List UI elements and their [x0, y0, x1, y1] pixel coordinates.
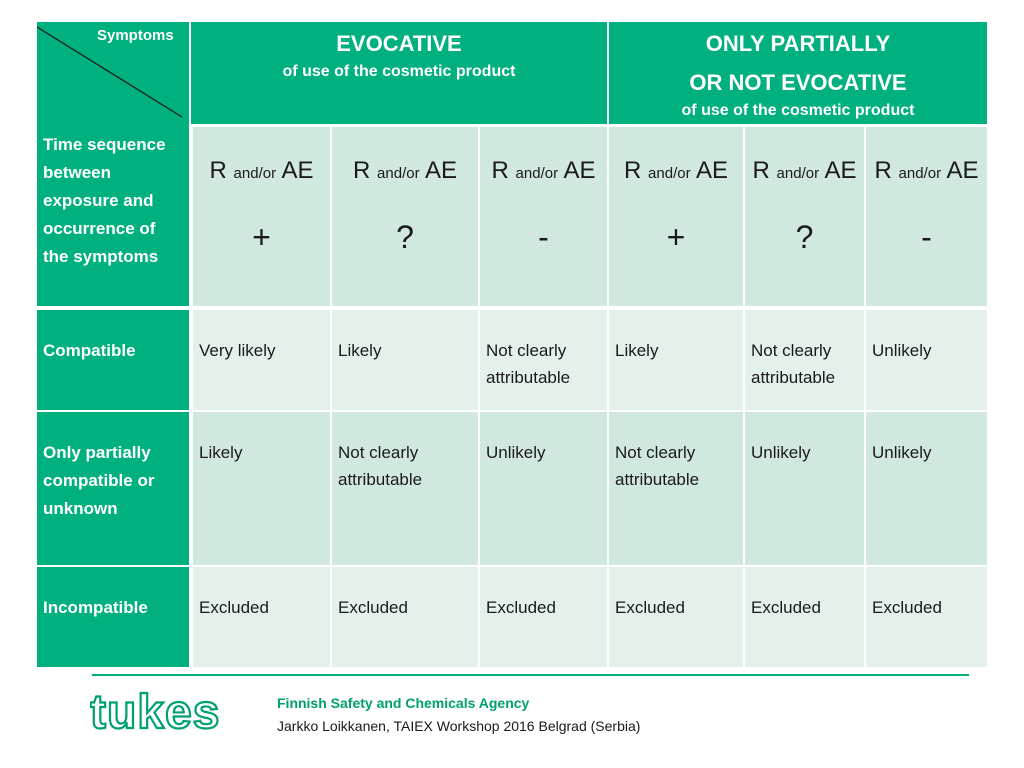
r-label: R	[752, 157, 770, 184]
table-cell: Excluded	[332, 567, 478, 667]
ae-label: AE	[695, 157, 728, 184]
evocative-subtitle: of use of the cosmetic product	[282, 63, 516, 80]
corner-header-bottom	[37, 125, 189, 306]
table-cell: Excluded	[866, 567, 987, 667]
not-evocative-title-line1: ONLY PARTIALLY	[705, 31, 891, 56]
group-header-evocative	[191, 22, 607, 124]
column-header	[332, 127, 478, 306]
row-label-text: Only partially compatible or unknown	[43, 443, 155, 518]
table-cell: Likely	[193, 412, 330, 565]
ae-label: AE	[424, 157, 457, 184]
row-label-compatible	[37, 310, 189, 410]
r-label: R	[353, 157, 371, 184]
not-evocative-subtitle: of use of the cosmetic product	[681, 102, 915, 119]
symptoms-label: Symptoms	[97, 27, 174, 44]
ae-label: AE	[946, 157, 979, 184]
table-cell: Not clearly attributable	[332, 412, 478, 565]
ae-label: AE	[281, 157, 314, 184]
time-sequence-label: Time sequence between exposure and occurrence of the symptoms	[43, 135, 166, 266]
andor-label: and/or	[648, 165, 691, 182]
column-sign: -	[538, 219, 549, 255]
table-cell: Very likely	[193, 310, 330, 410]
table-cell: Excluded	[745, 567, 864, 667]
table-cell: Unlikely	[866, 310, 987, 410]
column-header	[866, 127, 987, 306]
tukes-logo	[90, 686, 220, 738]
evocative-title: EVOCATIVE	[336, 31, 462, 56]
table-cell: Not clearly attributable	[745, 310, 864, 410]
andor-label: and/or	[377, 165, 420, 182]
r-label: R	[209, 157, 227, 184]
group-header-not-evocative	[609, 22, 987, 124]
column-sign: +	[252, 219, 271, 255]
corner-header-top	[37, 22, 189, 125]
table-cell: Likely	[609, 310, 743, 410]
r-label: R	[491, 157, 509, 184]
agency-name: Finnish Safety and Chemicals Agency	[277, 695, 530, 711]
andor-label: and/or	[233, 165, 277, 182]
column-sign: -	[921, 219, 932, 255]
column-header	[193, 127, 330, 306]
table-cell: Unlikely	[745, 412, 864, 565]
not-evocative-title-line2: OR NOT EVOCATIVE	[689, 70, 907, 95]
table-cell: Unlikely	[480, 412, 607, 565]
table-cell: Likely	[332, 310, 478, 410]
column-sign: ?	[795, 219, 814, 255]
row-label-text: Incompatible	[43, 598, 148, 617]
row-label-incompatible	[37, 567, 189, 667]
row-label-text: Compatible	[43, 341, 136, 360]
table-cell: Excluded	[480, 567, 607, 667]
row-label-partially-compatible	[37, 412, 189, 565]
table-cell: Not clearly attributable	[480, 310, 607, 410]
table-cell: Unlikely	[866, 412, 987, 565]
column-header	[609, 127, 743, 306]
column-header	[480, 127, 607, 306]
ae-label: AE	[563, 157, 596, 184]
column-sign: ?	[396, 219, 414, 255]
presentation-author: Jarkko Loikkanen, TAIEX Workshop 2016 Belgrad (Serbia)	[277, 718, 641, 734]
table-cell: Not clearly attributable	[609, 412, 743, 565]
column-header	[745, 127, 864, 306]
table-cell: Excluded	[609, 567, 743, 667]
table-cell: Excluded	[193, 567, 330, 667]
column-sign: +	[666, 219, 686, 255]
andor-label: and/or	[898, 165, 942, 182]
footer-divider	[92, 674, 969, 676]
r-label: R	[624, 157, 642, 184]
andor-label: and/or	[515, 165, 559, 182]
andor-label: and/or	[776, 165, 820, 182]
ae-label: AE	[824, 157, 857, 184]
logo-text: tukes	[90, 686, 220, 738]
r-label: R	[874, 157, 892, 184]
